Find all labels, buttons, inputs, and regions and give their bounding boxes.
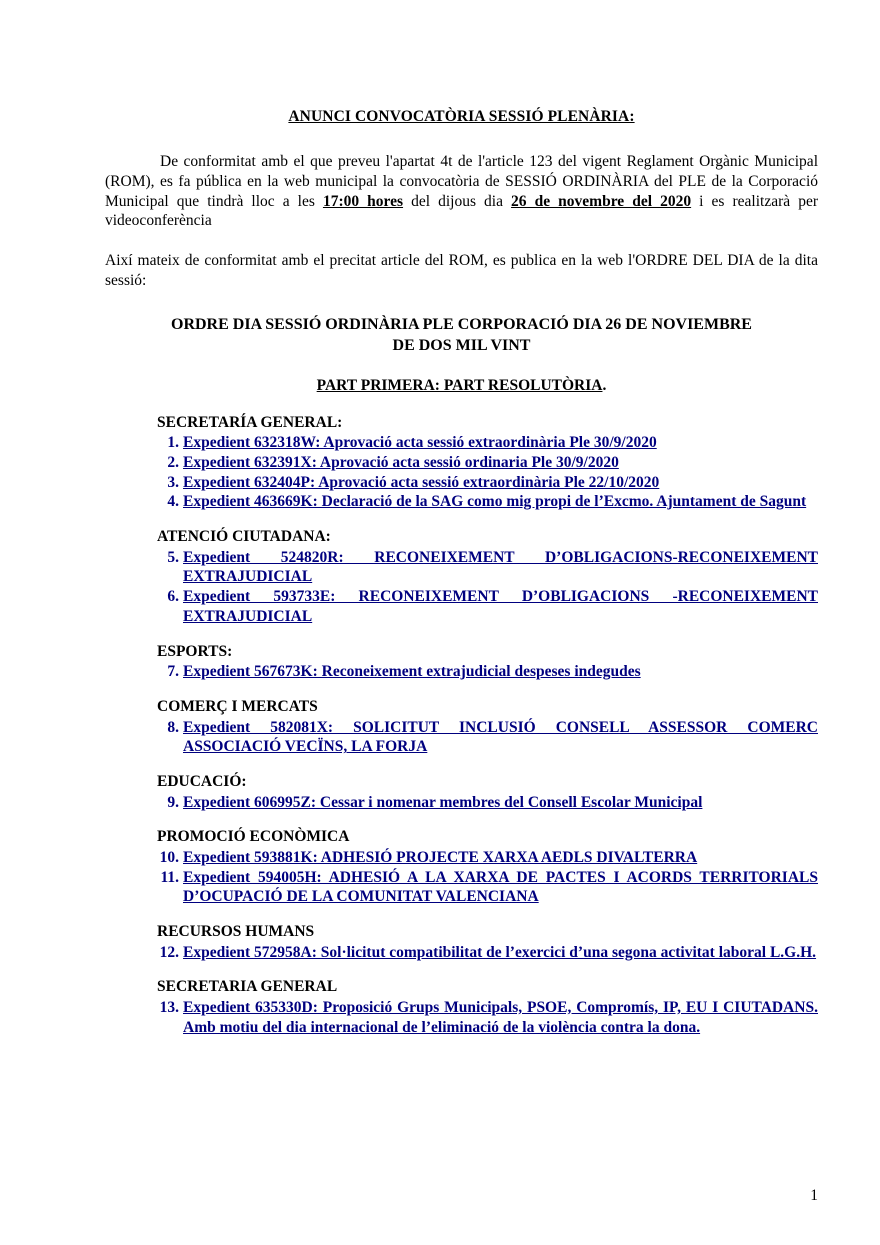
agenda-section xyxy=(105,697,818,757)
agenda-item-number: 11. xyxy=(160,868,179,886)
agenda-item-number: 13. xyxy=(159,998,179,1016)
section-label: ESPORTS: xyxy=(157,642,233,660)
section-spacer xyxy=(105,682,818,697)
agenda-item-link[interactable]: Expedient 593881K: ADHESIÓ PROJECTE XARXA AEDLS DIVALTERRA xyxy=(183,848,698,866)
agenda-item-link[interactable]: Expedient 524820R: RECONEIXEMENT D’OBLIGACIONS-RECONEIXEMENT EXTRAJUDICIAL xyxy=(183,548,818,586)
agenda-item[interactable] xyxy=(157,548,818,588)
agenda-item-number: 1. xyxy=(167,433,179,451)
agenda-section xyxy=(105,827,818,907)
agenda-sections xyxy=(105,413,818,1038)
page-number: 1 xyxy=(810,1187,818,1204)
agenda-section xyxy=(105,413,818,513)
agenda-item[interactable] xyxy=(157,718,818,758)
agenda-item-list xyxy=(105,548,818,627)
section-spacer xyxy=(105,962,818,977)
agenda-item-number: 4. xyxy=(167,493,179,511)
page-title: ANUNCI CONVOCATÒRIA SESSIÓ PLENÀRIA: xyxy=(288,108,635,125)
agenda-item[interactable] xyxy=(157,662,818,682)
agenda-item-link[interactable]: Expedient 594005H: ADHESIÓ A LA XARXA DE PACTES I ACORDS TERRITORIALS D’OCUPACIÓ DE LA COMUNITAT VALENCIANA xyxy=(183,868,818,906)
intro-paragraph-2: Així mateix de conformitat amb el precitat article del ROM, es publica en la web l'ORDRE DEL DIA de la dita sessió: xyxy=(105,252,818,290)
section-label: EDUCACIÓ: xyxy=(157,773,247,791)
intro-paragraph-1 xyxy=(105,152,818,231)
agenda-item[interactable] xyxy=(157,793,818,813)
agenda-item-link[interactable]: Expedient 606995Z: Cessar i nomenar membres del Consell Escolar Municipal xyxy=(183,793,703,811)
section-spacer xyxy=(105,512,818,527)
meeting-date: 26 de novembre del 2020 xyxy=(511,192,692,210)
agenda-item-list xyxy=(105,943,818,963)
intro-text-2: del dijous dia xyxy=(403,192,512,210)
agenda-item-link[interactable]: Expedient 582081X: SOLICITUT INCLUSIÓ CONSELL ASSESSOR COMERC ASSOCIACIÓ VECÏNS, LA FORJA xyxy=(183,718,818,756)
agenda-item[interactable] xyxy=(157,587,818,627)
section-label: COMERÇ I MERCATS xyxy=(157,698,318,716)
section-label: ATENCIÓ CIUTADANA: xyxy=(157,528,331,546)
agenda-item-list xyxy=(105,662,818,682)
part-heading-text: PART PRIMERA: PART RESOLUTÒRIA xyxy=(316,376,603,394)
agenda-item-link[interactable]: Expedient 632318W: Aprovació acta sessió extraordinària Ple 30/9/2020 xyxy=(183,433,657,451)
agenda-section xyxy=(105,772,818,812)
agenda-item[interactable] xyxy=(157,433,818,453)
agenda-item-list xyxy=(105,433,818,512)
intro-text-1: De conformitat amb el que preveu l'apartat 4t de l'article 123 del vigent Reglament Orgànic Municipal (ROM), es fa pública en la web municipal la convocatòria de SESSIÓ ORDINÀRIA del PLE de la Corporació Municipal que tindrà lloc a les xyxy=(105,153,818,210)
agenda-item[interactable] xyxy=(157,943,818,963)
agenda-item-link[interactable]: Expedient 463669K: Declaració de la SAG como mig propi de l’Excmo. Ajuntament de Sagunt xyxy=(183,493,807,511)
agenda-item-list xyxy=(105,998,818,1038)
section-label: SECRETARÍA GENERAL: xyxy=(157,413,343,431)
agenda-item-link[interactable]: Expedient 632391X: Aprovació acta sessió ordinaria Ple 30/9/2020 xyxy=(183,453,619,471)
agenda-item-list xyxy=(105,793,818,813)
agenda-heading xyxy=(105,315,818,357)
agenda-item-number: 3. xyxy=(167,473,179,491)
agenda-item[interactable] xyxy=(157,848,818,868)
agenda-item[interactable] xyxy=(157,453,818,473)
section-label: SECRETARIA GENERAL xyxy=(157,978,338,996)
section-spacer xyxy=(105,757,818,772)
agenda-item-link[interactable]: Expedient 593733E: RECONEIXEMENT D’OBLIGACIONS -RECONEIXEMENT EXTRAJUDICIAL xyxy=(183,588,818,626)
agenda-item-number: 12. xyxy=(159,943,179,961)
section-spacer xyxy=(105,812,818,827)
agenda-item-number: 8. xyxy=(167,718,179,736)
agenda-item[interactable] xyxy=(157,473,818,493)
part-heading xyxy=(105,377,818,395)
section-label: RECURSOS HUMANS xyxy=(157,923,315,941)
agenda-heading-line-1: ORDRE DIA SESSIÓ ORDINÀRIA PLE CORPORACIÓ DIA 26 DE NOVIEMBRE xyxy=(171,315,752,333)
agenda-item-list xyxy=(105,848,818,907)
agenda-item-link[interactable]: Expedient 632404P: Aprovació acta sessió extraordinària Ple 22/10/2020 xyxy=(183,473,660,491)
agenda-section xyxy=(105,527,818,627)
agenda-item[interactable] xyxy=(157,998,818,1038)
agenda-item-number: 10. xyxy=(159,848,179,866)
agenda-section xyxy=(105,642,818,682)
agenda-item-number: 6. xyxy=(167,588,179,606)
agenda-item-list xyxy=(105,718,818,758)
agenda-item-link[interactable]: Expedient 572958A: Sol·licitut compatibilitat de l’exercici d’una segona activitat laboral L.G.H. xyxy=(183,943,817,961)
agenda-item[interactable] xyxy=(157,492,818,512)
intro-text-3: i es realitzarà per videoconferència xyxy=(105,192,818,230)
meeting-time: 17:00 hores xyxy=(322,192,404,210)
agenda-item-link[interactable]: Expedient 635330D: Proposició Grups Municipals, PSOE, Compromís, IP, EU I CIUTADANS. Amb motiu del dia internacional de l’eliminació de la violència contra la dona. xyxy=(183,998,818,1036)
agenda-item-number: 9. xyxy=(167,793,179,811)
agenda-item-number: 5. xyxy=(167,548,179,566)
section-spacer xyxy=(105,627,818,642)
agenda-item-number: 2. xyxy=(167,453,179,471)
agenda-section xyxy=(105,922,818,962)
agenda-section xyxy=(105,977,818,1037)
agenda-heading-line-2: DE DOS MIL VINT xyxy=(392,336,531,354)
agenda-item-number: 7. xyxy=(167,663,179,681)
section-spacer xyxy=(105,907,818,922)
section-label: PROMOCIÓ ECONÒMICA xyxy=(157,828,350,846)
agenda-item[interactable] xyxy=(157,868,818,908)
agenda-item-link[interactable]: Expedient 567673K: Reconeixement extrajudicial despeses indegudes xyxy=(183,663,641,681)
part-heading-dot: . xyxy=(602,376,607,394)
